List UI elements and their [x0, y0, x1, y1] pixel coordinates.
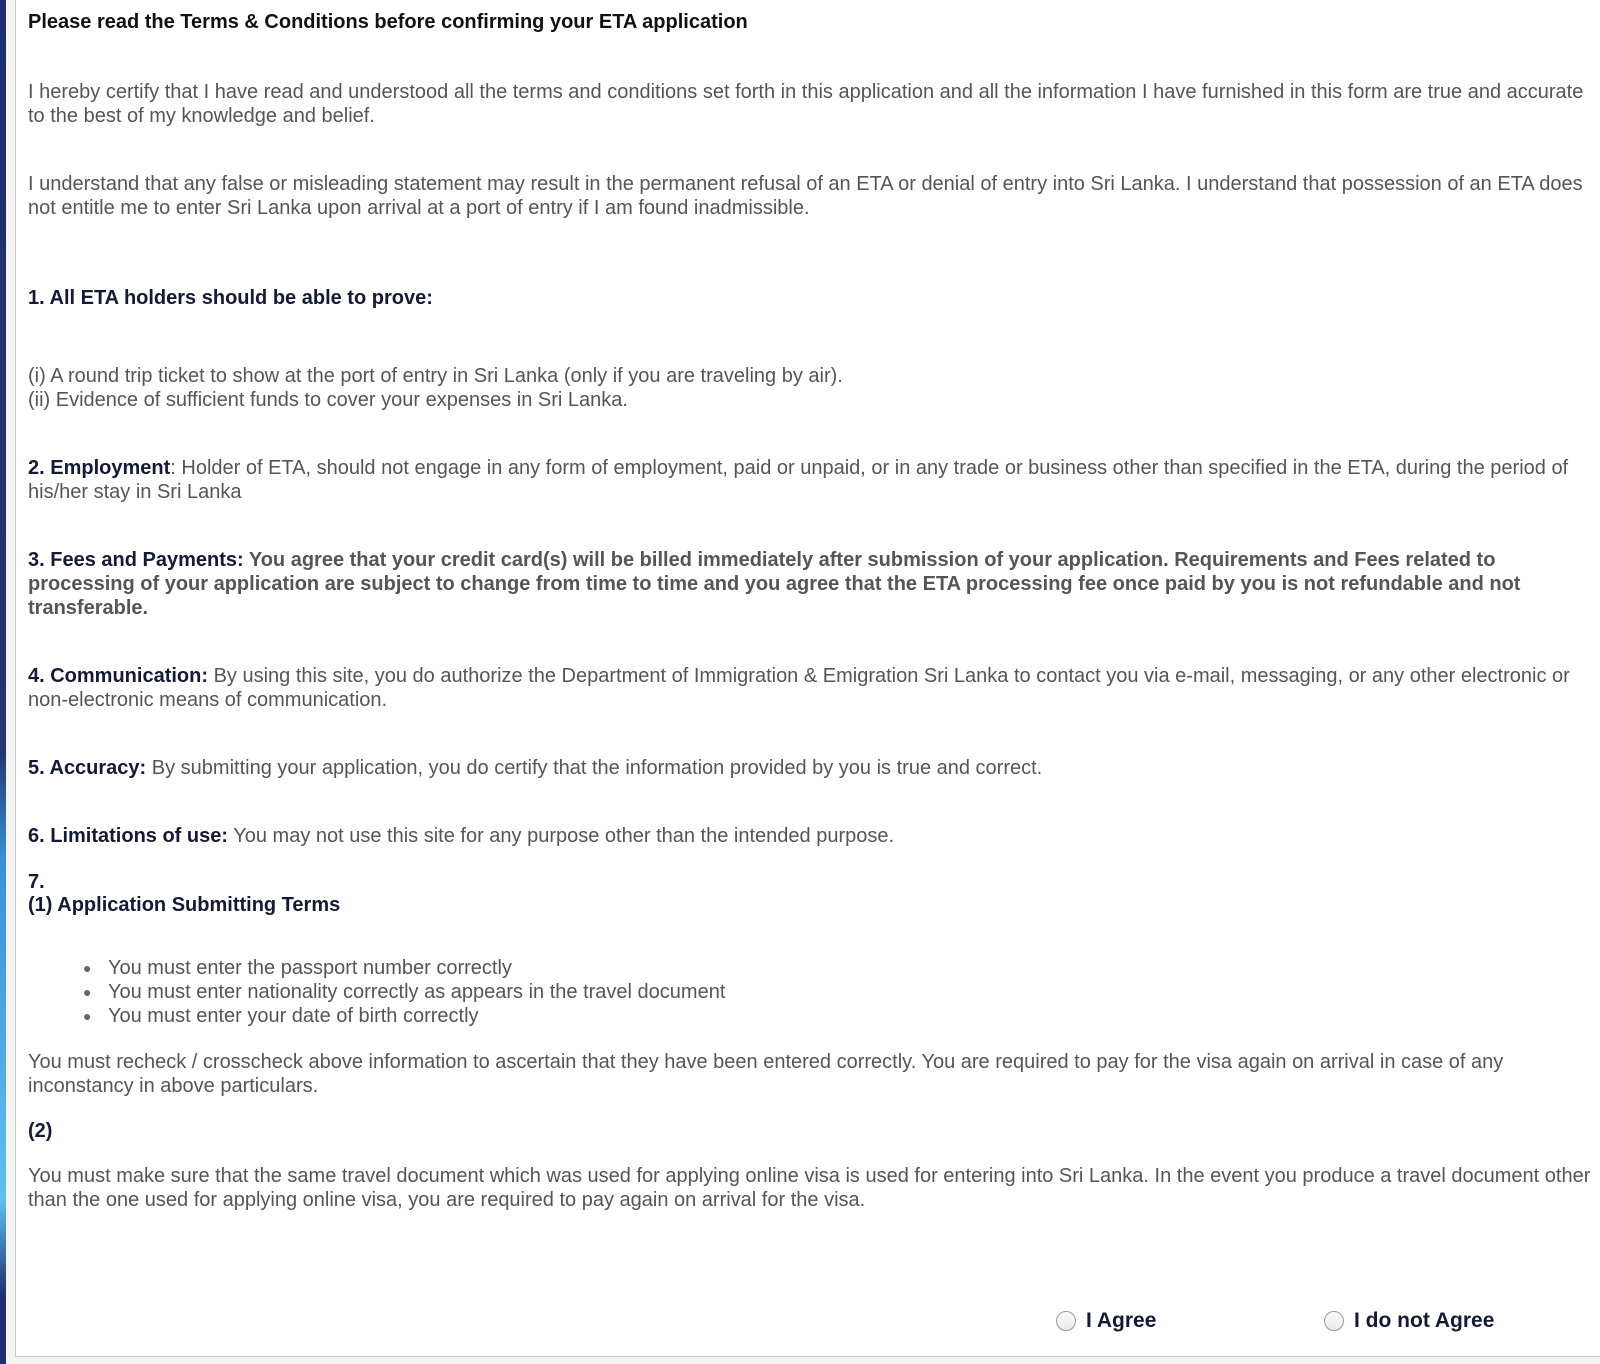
section-7-number: 7. — [28, 871, 45, 893]
section-4-label: 4. Communication: — [28, 665, 209, 687]
section-6-text: You may not use this site for any purpose other than the intended purpose. — [228, 825, 895, 847]
disagree-radio[interactable] — [1324, 1311, 1344, 1331]
section-1-item-1: (i) A round trip ticket to show at the port of entry in Sri Lanka (only if you are traveling by air). — [28, 365, 843, 387]
list-item — [83, 1004, 725, 1028]
section-7-sub2-heading: (2) — [28, 1120, 53, 1142]
section-6-limitations — [28, 824, 1600, 848]
section-2-label: 2. Employment — [28, 457, 171, 479]
section-3-text: You agree that your credit card(s) will be billed immediately after submission of your application. Requirements and Fees related to processing of your application are subject to change from time to time and you agree that the ETA processing fee once paid by you is not refundable and not transferable. — [28, 549, 1521, 619]
agree-radio[interactable] — [1056, 1311, 1076, 1331]
certify-paragraph: I hereby certify that I have read and understood all the terms and conditions set forth in this application and all the information I have furnished in this form are true and accurate to the best of my knowledge and belief. — [28, 81, 1584, 127]
bullet-icon: ● — [83, 1008, 92, 1024]
bullet-icon: ● — [83, 984, 92, 1000]
bullet-icon: ● — [83, 960, 92, 976]
section-1-item-2: (ii) Evidence of sufficient funds to cover your expenses in Sri Lanka. — [28, 389, 628, 411]
section-7-sub1-heading: (1) Application Submitting Terms — [28, 894, 341, 916]
misleading-statement-paragraph: I understand that any false or misleading statement may result in the permanent refusal of an ETA or denial of entry into Sri Lanka. I understand that possession of an ETA does not entitle me to enter Sri Lanka upon arrival at a port of entry if I am found inadmissible. — [28, 173, 1583, 219]
travel-document-paragraph: You must make sure that the same travel document which was used for applying online visa is used for entering into Sri Lanka. In the event you produce a travel document other than the one used for applying online visa, you are required to pay again on arrival for the visa. — [28, 1165, 1591, 1211]
rule-nationality: You must enter nationality correctly as appears in the travel document — [108, 981, 726, 1003]
section-2-employment — [28, 456, 1600, 504]
left-accent-bar — [0, 0, 6, 1364]
section-3-label: 3. Fees and Payments: — [28, 549, 244, 571]
section-5-label: 5. Accuracy: — [28, 757, 147, 779]
section-6-label: 6. Limitations of use: — [28, 825, 229, 847]
agree-option[interactable] — [1056, 1306, 1156, 1336]
disagree-label[interactable]: I do not Agree — [1354, 1309, 1495, 1332]
section-5-text: By submitting your application, you do certify that the information provided by you is true and correct. — [146, 757, 1043, 779]
submitting-terms-list — [28, 956, 725, 1028]
rule-passport-number: You must enter the passport number correctly — [108, 957, 512, 979]
rule-date-of-birth: You must enter your date of birth correctly — [108, 1005, 479, 1027]
agree-label[interactable]: I Agree — [1086, 1309, 1157, 1332]
list-item — [83, 956, 725, 980]
section-4-text: By using this site, you do authorize the Department of Immigration & Emigration Sri Lanka to contact you via e-mail, messaging, or any other electronic or non-electronic means of communication. — [28, 665, 1570, 711]
section-4-communication — [28, 664, 1600, 712]
section-3-fees — [28, 548, 1600, 620]
section-1-heading: 1. All ETA holders should be able to prove: — [28, 287, 433, 309]
disagree-option[interactable] — [1324, 1306, 1494, 1336]
recheck-paragraph: You must recheck / crosscheck above information to ascertain that they have been entered correctly. You are required to pay for the visa again on arrival in case of any inconstancy in above particulars. — [28, 1051, 1504, 1097]
terms-heading: Please read the Terms & Conditions before confirming your ETA application — [28, 11, 748, 33]
list-item — [83, 980, 726, 1004]
terms-panel — [15, 0, 1600, 1357]
section-5-accuracy — [28, 756, 1600, 780]
section-2-text: : Holder of ETA, should not engage in any form of employment, paid or unpaid, or in any trade or business other than specified in the ETA, during the period of his/her stay in Sri Lanka — [28, 457, 1569, 503]
